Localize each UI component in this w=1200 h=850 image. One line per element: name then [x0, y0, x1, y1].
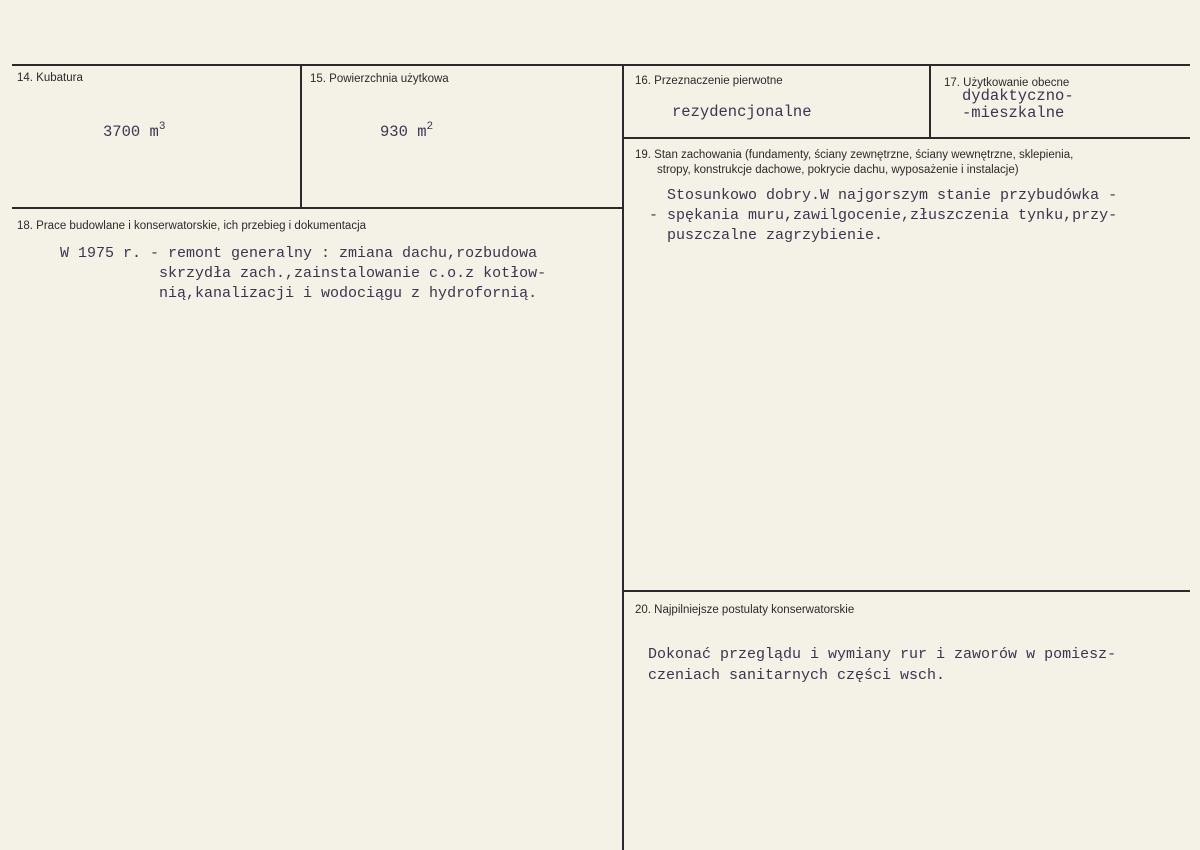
field-19-value: Stosunkowo dobry.W najgorszym stanie przybudówka - - spękania muru,zawilgocenie,złuszczenia tynku,przy- puszczalne zagrzybienie. — [640, 187, 1118, 244]
field-16-label: 16. Przeznaczenie pierwotne — [635, 75, 783, 87]
field-17-value: dydaktyczno- -mieszkalne — [962, 87, 1074, 122]
field-17-label: 17. Użytkowanie obecne — [944, 77, 1070, 89]
divider-main — [622, 64, 624, 850]
field-15-label: 15. Powierzchnia użytkowa — [310, 73, 449, 85]
rule-right-lower — [624, 590, 1190, 592]
rule-left-mid — [12, 207, 624, 209]
divider-14-15 — [300, 64, 302, 208]
field-14-label: 14. Kubatura — [17, 72, 83, 84]
divider-16-17 — [929, 64, 931, 138]
top-rule — [12, 64, 1190, 66]
field-19-label: 19. Stan zachowania (fundamenty, ściany zewnętrzne, ściany wewnętrzne, sklepienia, stropy, konstrukcje dachowe, pokrycie dachu, wyposażenie i instalacje) — [635, 149, 1074, 176]
field-18-label: 18. Prace budowlane i konserwatorskie, ich przebieg i dokumentacja — [17, 220, 367, 232]
field-14-value: 3700 $m^3$ — [103, 121, 166, 141]
rule-right-upper — [624, 137, 1190, 139]
field-18-value: W 1975 r. - remont generalny : zmiana dachu,rozbudowa skrzydła zach.,zainstalowanie c.o.z kotłow- nią,kanalizacji i wodociągu z hydrofornią. — [60, 245, 547, 302]
field-20-label: 20. Najpilniejsze postulaty konserwatorskie — [635, 604, 855, 616]
field-15-value: 930 $m^2$ — [380, 121, 434, 141]
field-20-value: Dokonać przeglądu i wymiany rur i zaworów w pomiesz- czeniach sanitarnych części wsch. — [630, 646, 1117, 684]
field-16-value: rezydencjonalne — [672, 103, 812, 121]
